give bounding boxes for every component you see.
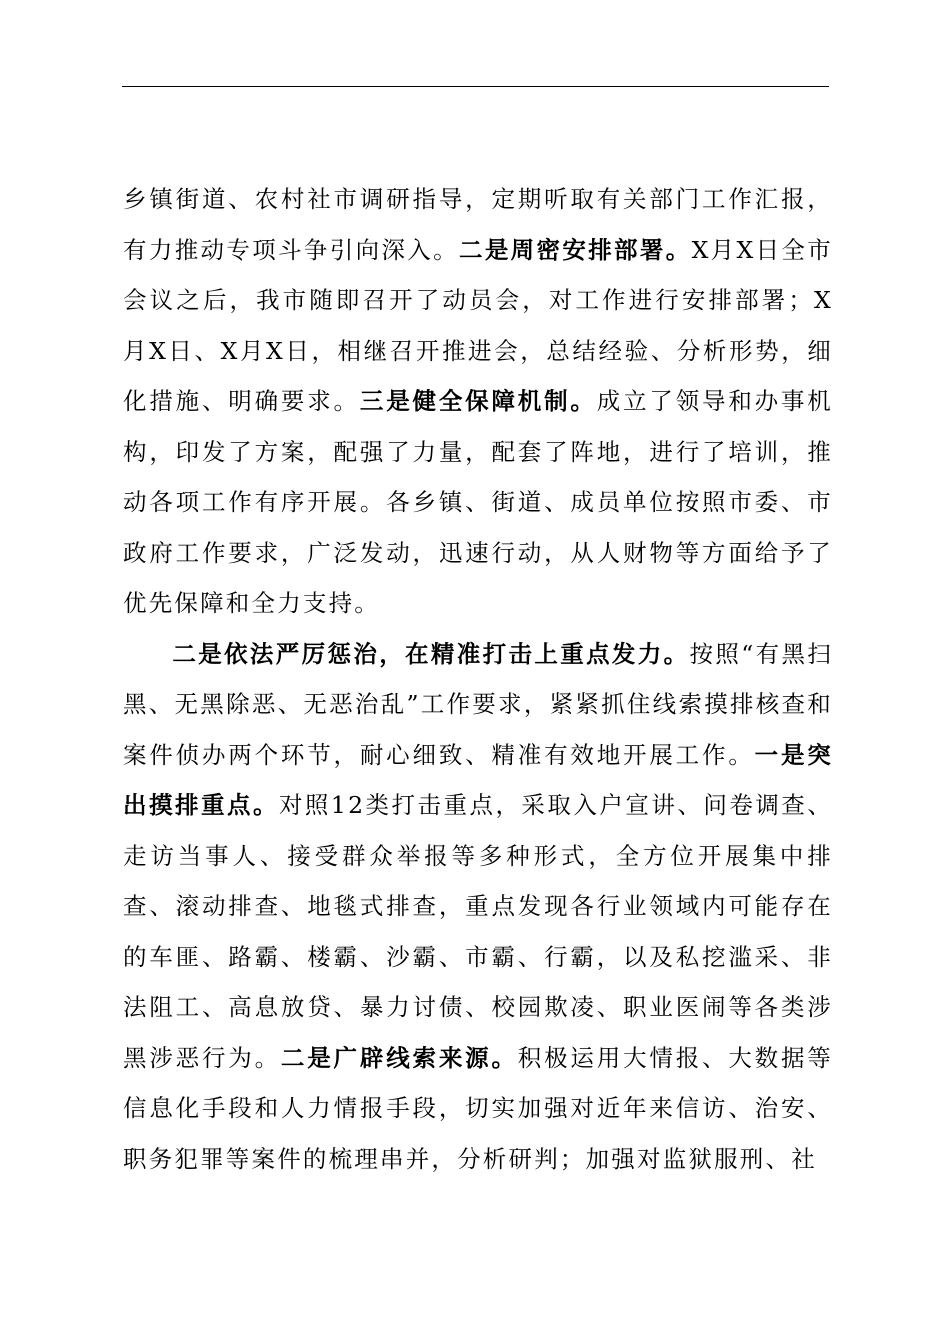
paragraph-2 xyxy=(123,629,833,1185)
paragraph-1 xyxy=(123,174,833,629)
bold-heading-zhoumi-anpai-bushu: 二是周密安排部署。 xyxy=(458,235,692,264)
bold-heading-guangpi-xiansuo-laiyuan: 二是广辟线索来源。 xyxy=(280,1043,518,1072)
text-segment: 积极运用大情报、大数据等信息化手段和人力情报手段，切实加强对近年来信访、治安、职务犯罪等案件的梳理串并，分析研判；加强对监狱服刑、社 xyxy=(123,1043,833,1173)
text-segment: 对照12类打击重点，采取入户宣讲、问卷调查、走访当事人、接受群众举报等多种形式，全方位开展集中排查、滚动排查、地毯式排查，重点发现各行业领域内可能存在的车匪、路霸、楼霸、沙霸、市霸、行霸，以及私挖滥采、非法阻工、高息放贷、暴力讨债、校园欺凌、职业医闹等各类涉黑涉恶行为。 xyxy=(123,791,833,1072)
bold-heading-yifa-yanli-chengzhi: 二是依法严厉惩治，在精准打击上重点发力。 xyxy=(172,639,690,668)
bold-heading-tuchu-mopai-zhongdian: 一是突出摸排重点。 xyxy=(123,740,833,819)
text-segment: 成立了领导和办事机构，印发了方案，配强了力量，配套了阵地，进行了培训，推动各项工作有序开展。各乡镇、街道、成员单位按照市委、市政府工作要求，广泛发动，迅速行动，从人财物等方面给予了优先保障和全力支持。 xyxy=(123,387,833,617)
document-body xyxy=(123,174,833,1184)
text-segment: X月X日全市会议之后，我市随即召开了动员会，对工作进行安排部署；X月X日、X月X日，相继召开推进会，总结经验、分析形势，细化措施、明确要求。 xyxy=(123,235,833,415)
header-rule xyxy=(122,86,829,87)
text-segment: 按照“有黑扫黑、无黑除恶、无恶治乱”工作要求，紧紧抓住线索摸排核查和案件侦办两个环节，耐心细致、精准有效地开展工作。 xyxy=(123,639,834,769)
bold-heading-jianquan-baozhang-jizhi: 三是健全保障机制。 xyxy=(359,387,597,415)
text-segment: 乡镇街道、农村社市调研指导，定期听取有关部门工作汇报，有力推动专项斗争引向深入。 xyxy=(123,185,833,264)
